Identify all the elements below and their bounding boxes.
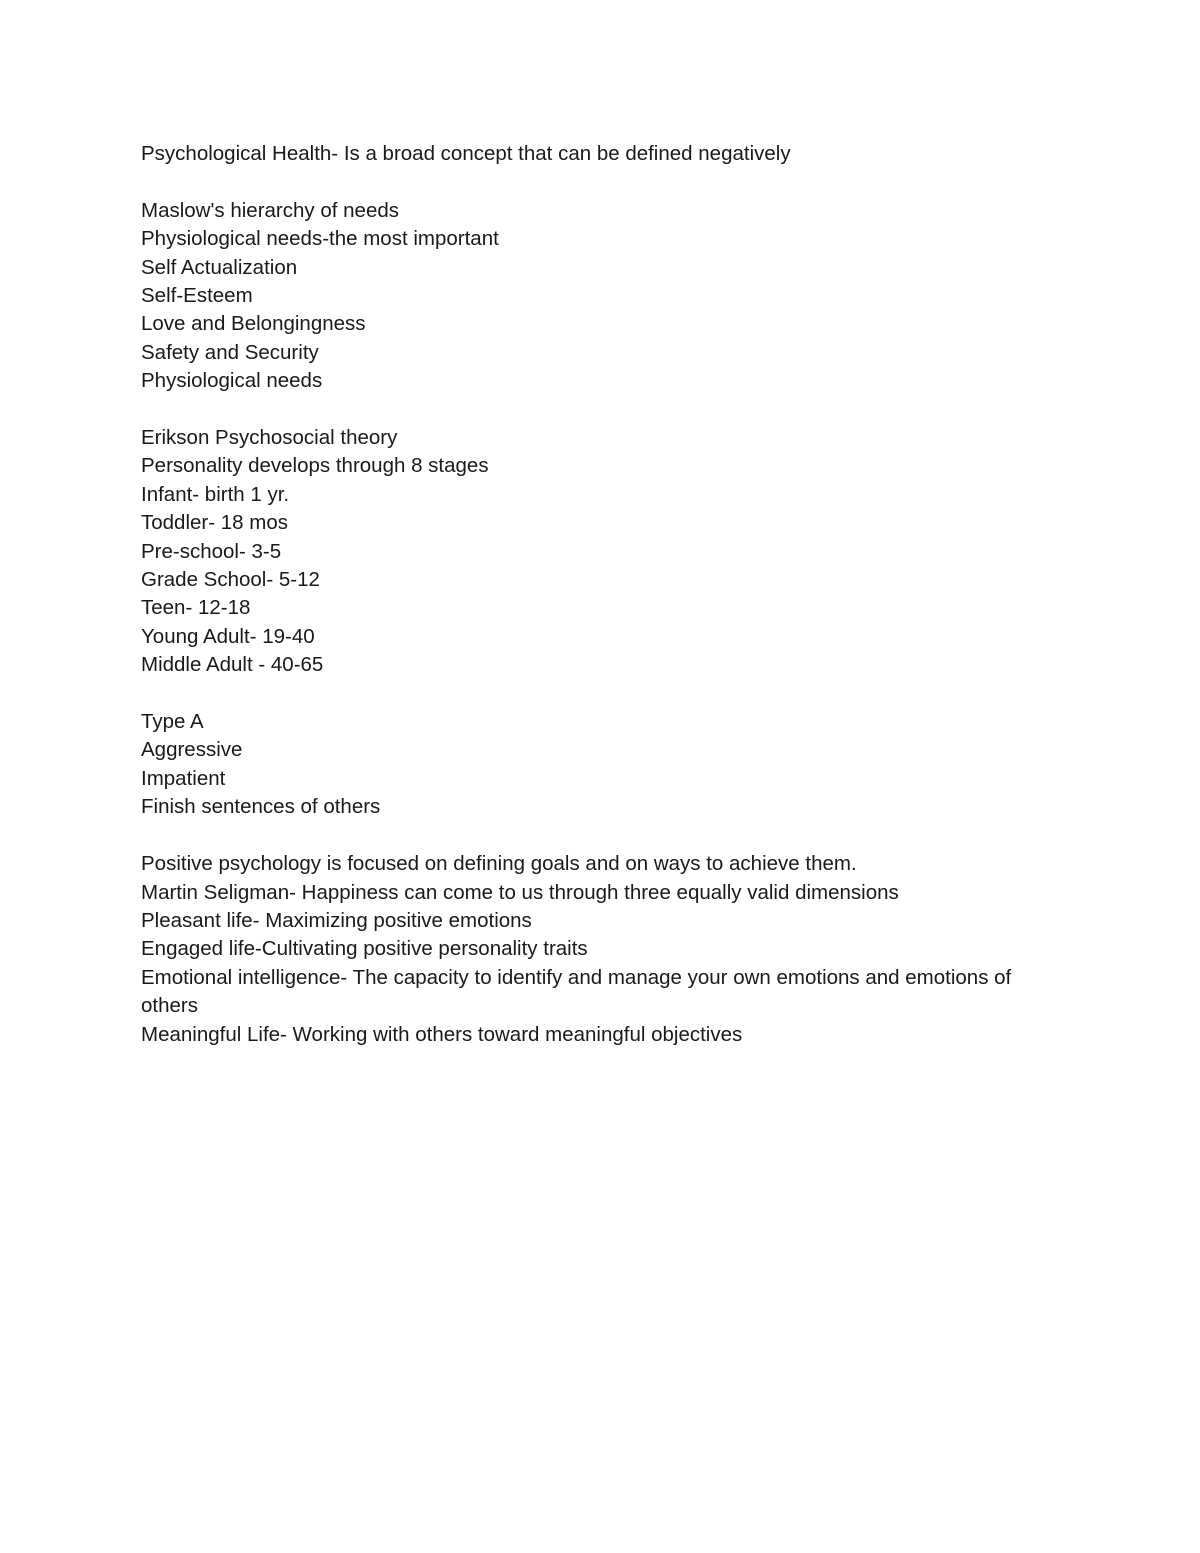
note-line: Aggressive xyxy=(141,738,243,762)
note-line: Infant- birth 1 yr. xyxy=(141,482,290,506)
note-line: Engaged life-Cultivating positive personality traits xyxy=(141,937,588,961)
note-line: Toddler- 18 mos xyxy=(141,511,288,535)
document-body xyxy=(141,140,1071,1077)
note-line: Martin Seligman- Happiness can come to us through three equally valid dimensions xyxy=(141,880,899,904)
note-line: Physiological needs xyxy=(141,369,323,393)
note-line: Finish sentences of others xyxy=(141,795,381,819)
note-line: Meaningful Life- Working with others toward meaningful objectives xyxy=(141,1022,743,1046)
note-line: Positive psychology is focused on defining goals and on ways to achieve them. xyxy=(141,852,857,876)
note-line: Self Actualization xyxy=(141,255,298,279)
section-heading: Type A xyxy=(141,710,204,734)
note-line: Middle Adult - 40-65 xyxy=(141,653,324,677)
section-positive-psychology xyxy=(141,850,1071,1049)
note-line: Self-Esteem xyxy=(141,284,253,308)
note-line: Pre-school- 3-5 xyxy=(141,539,282,563)
note-line: Grade School- 5-12 xyxy=(141,568,320,592)
section-heading: Maslow's hierarchy of needs xyxy=(141,198,400,222)
note-line: Emotional intelligence- The capacity to identify and manage your own emotions and emotions of others xyxy=(141,965,1017,1018)
section-type-a xyxy=(141,708,1071,822)
section-erikson xyxy=(141,424,1071,680)
section-psychological-health xyxy=(141,140,1071,168)
note-line: Love and Belongingness xyxy=(141,312,366,336)
note-line: Personality develops through 8 stages xyxy=(141,454,489,478)
note-line: Pleasant life- Maximizing positive emotions xyxy=(141,908,532,932)
note-line: Young Adult- 19-40 xyxy=(141,624,315,648)
definition-line: Psychological Health- Is a broad concept that can be defined negatively xyxy=(141,142,791,165)
note-line: Physiological needs-the most important xyxy=(141,227,499,251)
section-heading: Erikson Psychosocial theory xyxy=(141,426,398,450)
note-line: Teen- 12-18 xyxy=(141,596,251,620)
note-line: Impatient xyxy=(141,766,226,790)
note-line: Safety and Security xyxy=(141,340,319,364)
section-maslow xyxy=(141,197,1071,396)
